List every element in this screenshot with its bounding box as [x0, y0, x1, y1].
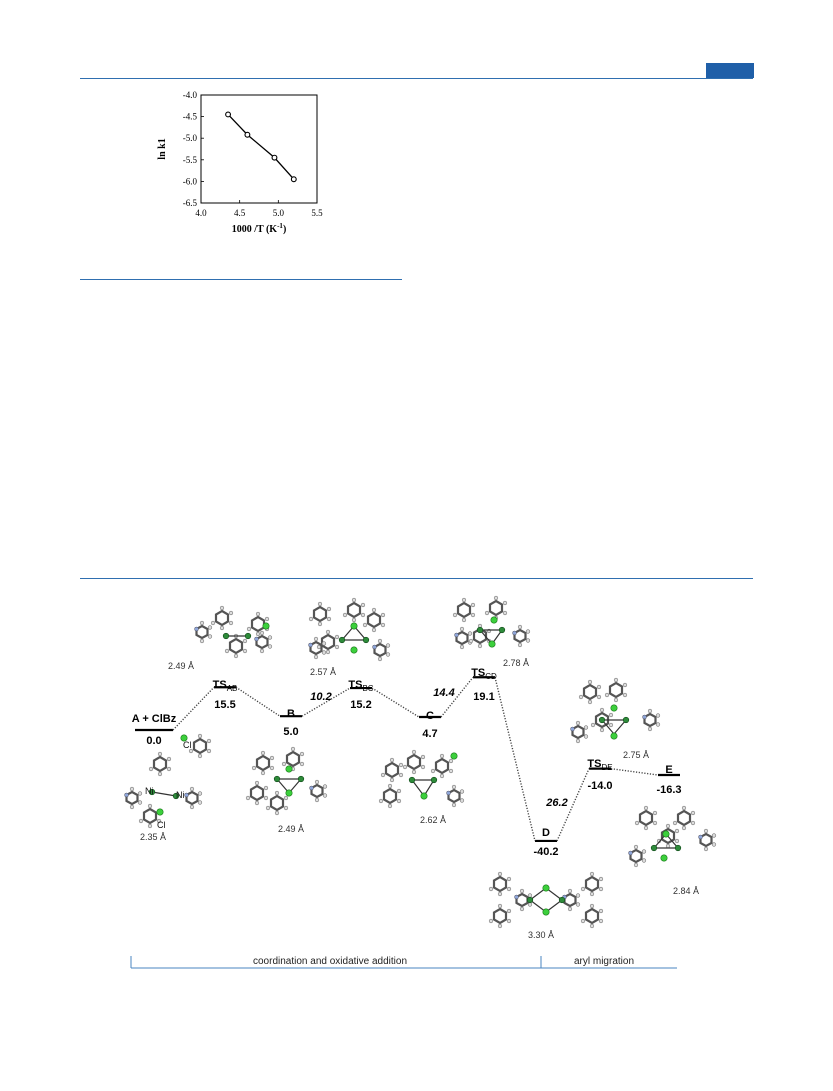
level-tsde-value: -14.0: [587, 780, 613, 792]
level-d-name: D: [542, 827, 550, 839]
level-tsde-name: $TS_{DE}$: [587, 758, 613, 772]
molecule-d: [489, 872, 603, 928]
connector-a-tsab: [173, 687, 214, 730]
x-tick-label: 5.0: [272, 208, 284, 218]
level-tsab-name: $TS_{AB}$: [212, 679, 238, 693]
y-tick-label: -6.0: [182, 176, 197, 187]
molecule-tscd: [453, 596, 530, 649]
level-tscd-name: $TS_{CD}$: [471, 667, 497, 681]
level-a-name: A + ClBz: [131, 713, 177, 725]
level-c-name: C: [426, 710, 434, 722]
molecule-e: [629, 806, 716, 867]
x-tick-label: 5.5: [311, 208, 323, 218]
y-tick-label: -5.0: [182, 133, 197, 144]
level-tsbc-value: 15.2: [350, 699, 372, 711]
molecule-a: [125, 734, 211, 828]
cl-label-top: Cl: [183, 740, 192, 750]
barrier-d-tsde: 26.2: [546, 797, 568, 809]
y-tick-label: -4.0: [182, 90, 197, 100]
distance-tsbc: 2.57 Å: [310, 667, 337, 677]
barrier-b-tsbc: 10.2: [310, 691, 332, 703]
phase-label-migration: aryl migration: [573, 956, 635, 967]
level-d-value: -40.2: [533, 846, 559, 858]
molecule-tsab: [195, 606, 272, 658]
phase-label-oxidative: coordination and oxidative addition: [253, 956, 407, 967]
y-tick-label: -6.5: [182, 198, 197, 208]
molecule-c: [379, 750, 464, 808]
connector-tsbc-c: [372, 688, 419, 717]
distance-e: 2.84 Å: [673, 886, 700, 896]
connector-tsde-e: [611, 769, 658, 775]
distance-tsab: 2.49 Å: [168, 661, 195, 671]
y-tick-label: -4.5: [182, 111, 197, 122]
level-c-value: 4.7: [422, 728, 438, 740]
distance-a: 2.35 Å: [140, 832, 167, 842]
ni-label-right: Ni: [176, 790, 185, 800]
connector-tscd-d: [495, 677, 535, 841]
distance-tscd: 2.78 Å: [503, 658, 530, 668]
molecule-tsbc: [309, 598, 390, 661]
cl-label-bottom: Cl: [157, 820, 166, 830]
level-e-name: E: [665, 764, 673, 776]
level-e-value: -16.3: [656, 784, 682, 796]
x-tick-label: 4.0: [195, 208, 207, 218]
y-axis-label: ln k1: [157, 138, 168, 160]
level-a-value: 0.0: [146, 735, 162, 747]
connector-tsab-b: [236, 687, 280, 716]
distance-d: 3.30 Å: [528, 930, 555, 940]
ni-label-left: Ni: [145, 786, 154, 796]
level-b-value: 5.0: [283, 726, 299, 738]
level-tsab-value: 15.5: [214, 699, 236, 711]
distance-b: 2.49 Å: [278, 824, 305, 834]
x-axis-label: 1000 /T $(K^{-1})$: [231, 222, 287, 235]
x-tick-label: 4.5: [234, 208, 246, 218]
barrier-c-tscd: 14.4: [433, 687, 455, 699]
distance-c: 2.62 Å: [420, 815, 447, 825]
molecule-b: [246, 747, 327, 815]
molecule-tsde: [571, 678, 660, 743]
distance-tsde: 2.75 Å: [623, 750, 650, 760]
y-tick-label: -5.5: [182, 154, 197, 165]
level-b-name: B: [287, 708, 295, 720]
level-tscd-value: 19.1: [473, 691, 495, 703]
level-tsbc-name: $TS_{BC}$: [348, 679, 374, 693]
